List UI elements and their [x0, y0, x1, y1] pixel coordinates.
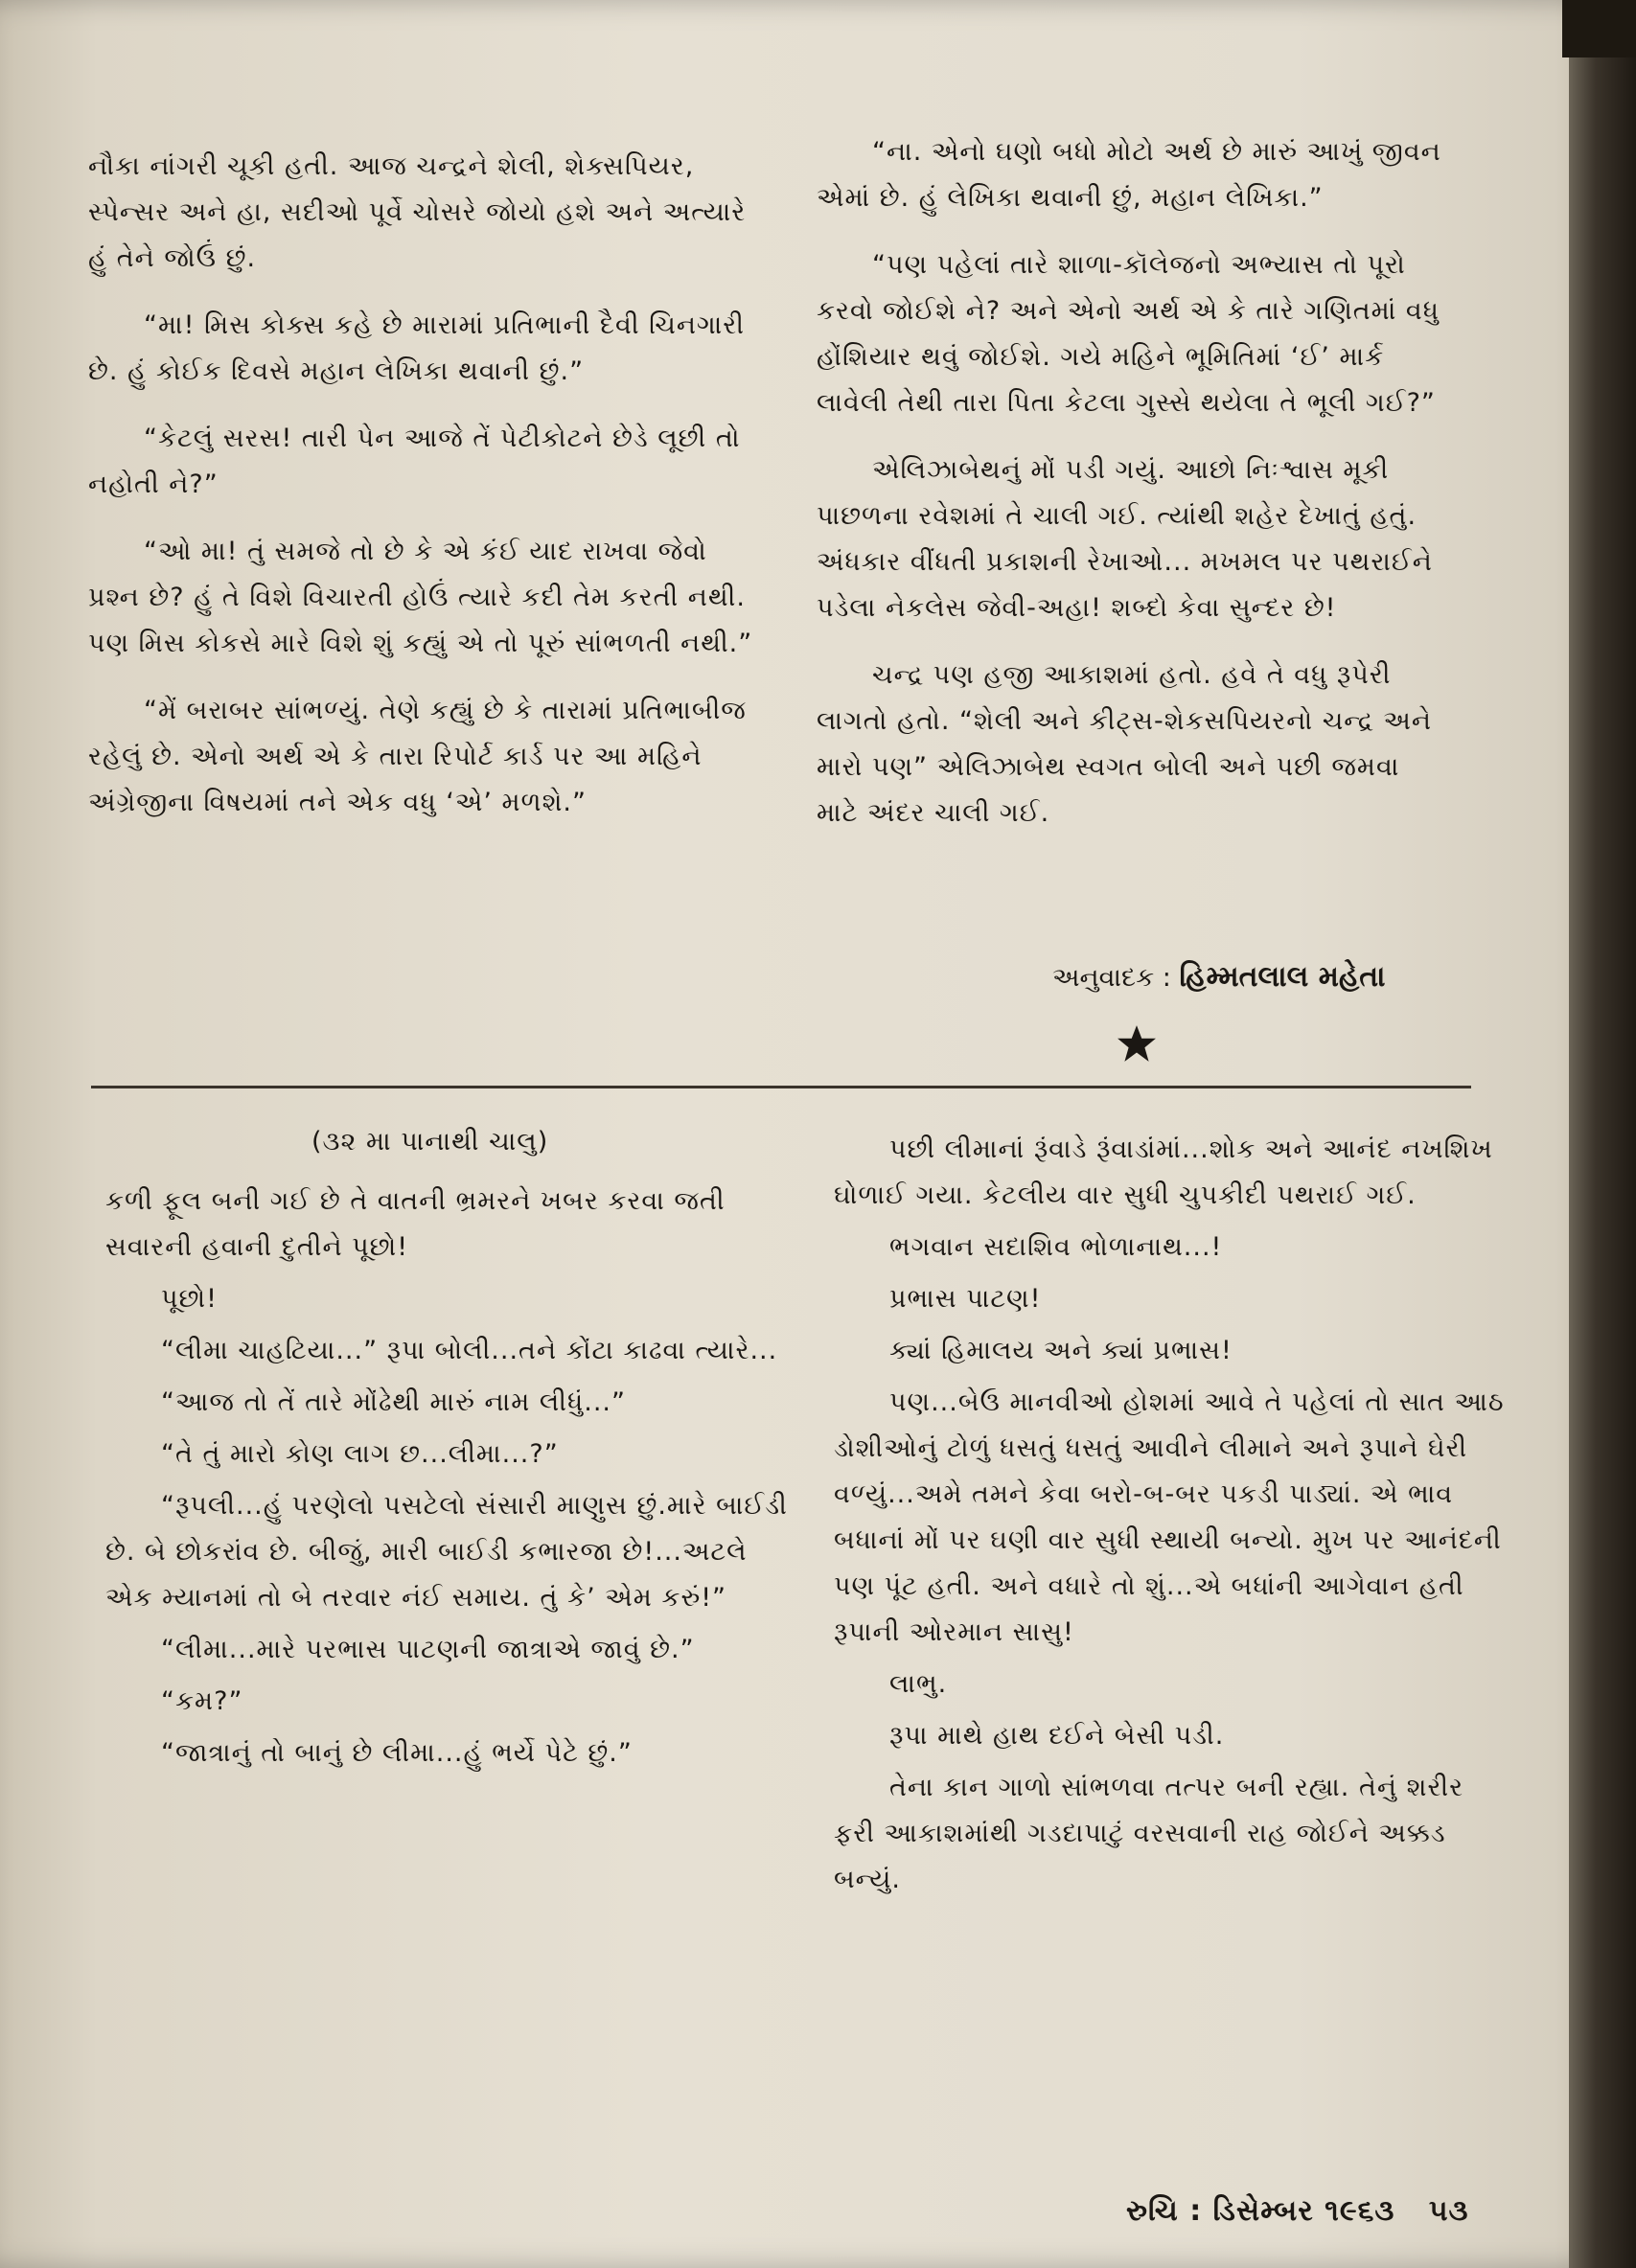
paragraph: પછી લીમાનાં રૂંવાડે રૂંવાડાંમાં...શોક અને આનંદ નખશિખ ઘોળાઈ ગયા. કેટલીય વાર સુધી ચુપકીદી પથરાઈ ગઈ.	[834, 1134, 1493, 1210]
paragraph: “કમ?”	[161, 1686, 243, 1716]
paragraph: રૂપા માથે હાથ દઈને બેસી પડી.	[889, 1721, 1225, 1751]
background-corner	[1562, 0, 1636, 57]
paragraph: “આજ તો તેં તારે મોંઢેથી મારું નામ લીધું...”	[161, 1387, 626, 1417]
paragraph: લાભુ.	[889, 1669, 948, 1699]
paragraph: “મેં બરાબર સાંભળ્યું. તેણે કહ્યું છે કે તારામાં પ્રતિભાબીજ રહેલું છે. એનો અર્થ એ કે તારા રિપોર્ટ કાર્ડ પર આ મહિને અંગ્રેજીના વિષયમાં તને એક વધુ ‘એ’ મળશે.”	[88, 696, 747, 817]
paragraph: “મા! મિસ કોક્સ કહે છે મારામાં પ્રતિભાની દૈવી ચિનગારી છે. હું કોઈક દિવસે મહાન લેખિકા થવાની છું.”	[88, 310, 745, 386]
page-footer	[1126, 2194, 1469, 2228]
paragraph: નૌકા નાંગરી ચૂકી હતી. આજ ચન્દ્રને શેલી, શેક્સપિયર, સ્પેન્સર અને હા, સદીઓ પૂર્વે ચોસરે જોયો હશે અને અત્યારે હું તેને જોઉં છું.	[88, 151, 747, 273]
paragraph: પણ...બેઉ માનવીઓ હોશમાં આવે તે પહેલાં તો સાત આઠ ડોશીઓનું ટોળું ધસતું ધસતું આવીને લીમાને અને રૂપાને ઘેરી વળ્યું...અમે તમને કેવા બરો-બ-બર પકડી પાડ્યાં. એ ભાવ બધાનાં મોં પર ઘણી વાર સુધી સ્થાયી બન્યો. મુખ પર આનંદની પણ પૂંટ હતી. અને વધારે તો શું...એ બધાંની આગેવાન હતી રૂપાની ઓરમાન સાસુ!	[834, 1387, 1505, 1647]
paragraph: પૂછો!	[161, 1284, 218, 1314]
paragraph: ચન્દ્ર પણ હજી આકાશમાં હતો. હવે તે વધુ રૂપેરી લાગતો હતો. “શેલી અને કીટ્સ-શેકસપિયરનો ચન્દ્ર અને મારો પણ” એલિઝાબેથ સ્વગત બોલી અને પછી જમવા માટે અંદર ચાલી ગઈ.	[817, 660, 1432, 828]
translator-credit	[1052, 960, 1385, 994]
story-column-top-left	[88, 144, 759, 847]
paragraph: “પણ પહેલાં તારે શાળા-કૉલેજનો અભ્યાસ તો પૂરો કરવો જોઈશે ને? અને એનો અર્થ એ કે તારે ગણિતમાં વધુ હોંશિયાર થવું જોઈશે. ગયે મહિને ભૂમિતિમાં ‘ઈ’ માર્ક લાવેલી તેથી તારા પિતા કેટલા ગુસ્સે થયેલા તે ભૂલી ગઈ?”	[817, 250, 1440, 418]
paragraph: “કેટલું સરસ! તારી પેન આજે તેં પેટીકોટને છેડે લૂછી તો નહોતી ને?”	[88, 424, 741, 499]
star-icon	[1117, 1023, 1157, 1064]
translator-name: હિમ્મતલાલ મહેતા	[1179, 960, 1386, 994]
paragraph: “રૂપલી...હું પરણેલો પસટેલો સંસારી માણુસ છું.મારે બાઈડી છે. બે છોકરાંવ છે. બીજું, મારી બાઈડી કભારજા છે!...અટલે એક મ્યાનમાં તો બે તરવાર નંઈ સમાય. તું કે’ એમ કરું!”	[105, 1491, 788, 1613]
translator-label: અનુવાદક :	[1052, 963, 1171, 993]
page-number: ૫૩	[1428, 2194, 1469, 2228]
story-column-bottom-left	[105, 1179, 795, 1782]
paragraph: “લીમા ચાહટિયા...” રૂપા બોલી...તને કોંટા કાઢવા ત્યારે...	[161, 1336, 778, 1365]
paragraph: ભગવાન સદાશિવ ભોળાનાથ...!	[889, 1232, 1223, 1262]
paragraph: “જાત્રાનું તો બાનું છે લીમા...હું ભર્યે પેટે છું.”	[161, 1738, 633, 1768]
paragraph: તેના કાન ગાળો સાંભળવા તત્પર બની રહ્યા. તેનું શરીર ફરી આકાશમાંથી ગડદાપાટું વરસવાની રાહ જોઈને અક્કડ બન્યું.	[834, 1773, 1464, 1894]
story-column-top-right	[817, 129, 1449, 858]
paragraph: ક્યાં હિમાલય અને ક્યાં પ્રભાસ!	[889, 1336, 1233, 1365]
section-divider	[91, 1086, 1471, 1088]
paragraph: “ના. એનો ઘણો બધો મોટો અર્થ છે મારું આખું જીવન એમાં છે. હું લેખિકા થવાની છું, મહાન લેખિકા.”	[817, 137, 1441, 213]
paragraph: પ્રભાસ પાટણ!	[889, 1284, 1042, 1314]
paragraph: “લીમા...મારે પરભાસ પાટણની જાત્રાએ જાવું છે.”	[161, 1635, 695, 1664]
continued-from-note: (૩૨ મા પાનાથી ચાલુ)	[311, 1127, 549, 1157]
story-column-bottom-right	[834, 1127, 1505, 1909]
paragraph: કળી ફૂલ બની ગઈ છે તે વાતની ભ્રમરને ખબર કરવા જતી સવારની હવાની દુતીને પૂછો!	[105, 1186, 726, 1262]
magazine-issue: રુચિ : ડિસેમ્બર ૧૯૬૩	[1126, 2194, 1395, 2228]
paragraph: “ઓ મા! તું સમજે તો છે કે એ કંઈ યાદ રાખવા જેવો પ્રશ્ન છે? હું તે વિશે વિચારતી હોઉં ત્યારે કદી તેમ કરતી નથી. પણ મિસ કોકસે મારે વિશે શું કહ્યું એ તો પૂરું સાંભળતી નથી.”	[88, 537, 753, 658]
paragraph: એલિઝાબેથનું મોં પડી ગયું. આછો નિઃશ્વાસ મૂકી પાછળના રવેશમાં તે ચાલી ગઈ. ત્યાંથી શહેર દેખાતું હતું. અંધકાર વીંધતી પ્રકાશની રેખાઓ... મખમલ પર પથરાઈને પડેલા નેકલેસ જેવી-અહા! શબ્દો કેવા સુન્દર છે!	[817, 455, 1433, 623]
background-edge	[1569, 0, 1636, 2268]
paragraph: “તે તું મારો કોણ લાગ છ...લીમા...?”	[161, 1439, 559, 1469]
